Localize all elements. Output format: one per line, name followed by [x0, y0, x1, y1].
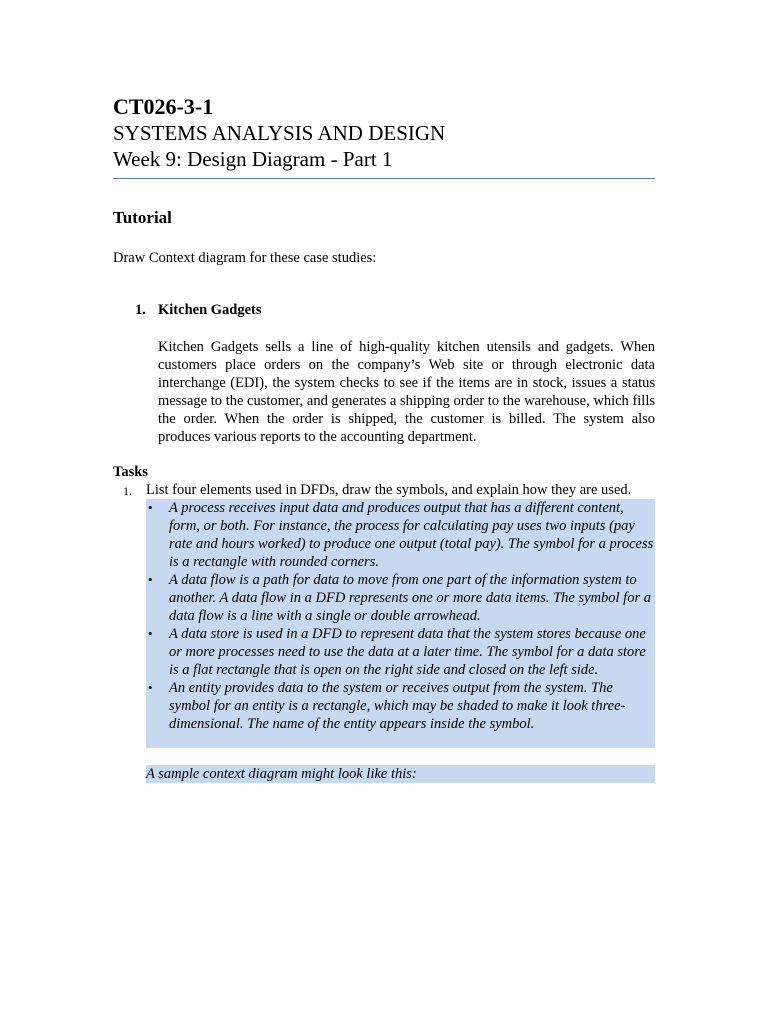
- answer-item-process: [146, 499, 655, 571]
- case-study-body: Kitchen Gadgets sells a line of high-quality kitchen utensils and gadgets. When customers place orders on the company’s Web site or through electronic data interchange (EDI), the system checks to see if the items are in stock, issues a status message to the customer, and generates a shipping order to the warehouse, which fills the order. When the order is shipped, the customer is billed. The system also produces various reports to the accounting department.: [158, 339, 655, 445]
- case-study-number: 1.: [135, 302, 146, 318]
- answer-text: A process receives input data and produces output that has a different content, form, or both. For instance, the process for calculating pay uses two inputs (pay rate and hours worked) to produce one output (total pay). The symbol for a process is a rectangle with rounded corners.: [169, 500, 654, 570]
- tutorial-intro: Draw Context diagram for these case studies:: [113, 250, 377, 266]
- task-answer-list: [146, 499, 655, 748]
- answer-text: A data flow is a path for data to move from one part of the information system to another. A data flow in a DFD represents one or more data items. The symbol for a data flow is a line with a single or double arrowhead.: [169, 572, 651, 624]
- task-text: List four elements used in DFDs, draw the symbols, and explain how they are used.: [146, 482, 632, 498]
- tasks-heading: Tasks: [113, 464, 148, 480]
- tutorial-heading: Tutorial: [113, 208, 172, 227]
- answer-item-data-flow: [146, 571, 655, 625]
- answer-text: A data store is used in a DFD to represent data that the system stores because one or more processes need to use the data at a later time. The symbol for a data store is a flat rectangle that is open on the right side and closed on the left side.: [169, 626, 646, 678]
- answer-item-data-store: [146, 625, 655, 679]
- week-title: Week 9: Design Diagram - Part 1: [113, 147, 393, 171]
- bullet-icon: •: [148, 572, 153, 587]
- sample-diagram-note: A sample context diagram might look like this:: [146, 765, 655, 783]
- case-study-title: Kitchen Gadgets: [158, 302, 262, 318]
- bullet-icon: •: [148, 680, 153, 695]
- title-divider: [113, 178, 655, 179]
- answer-item-entity: [146, 679, 655, 733]
- bullet-icon: •: [148, 626, 153, 641]
- course-title: SYSTEMS ANALYSIS AND DESIGN: [113, 121, 446, 145]
- task-number: 1.: [123, 484, 132, 498]
- bullet-icon: •: [148, 500, 153, 515]
- answer-text: An entity provides data to the system or receives output from the system. The symbol for an entity is a rectangle, which may be shaded to make it look three-dimensional. The name of the entity appears inside the symbol.: [169, 680, 626, 732]
- course-code: CT026-3-1: [113, 94, 214, 119]
